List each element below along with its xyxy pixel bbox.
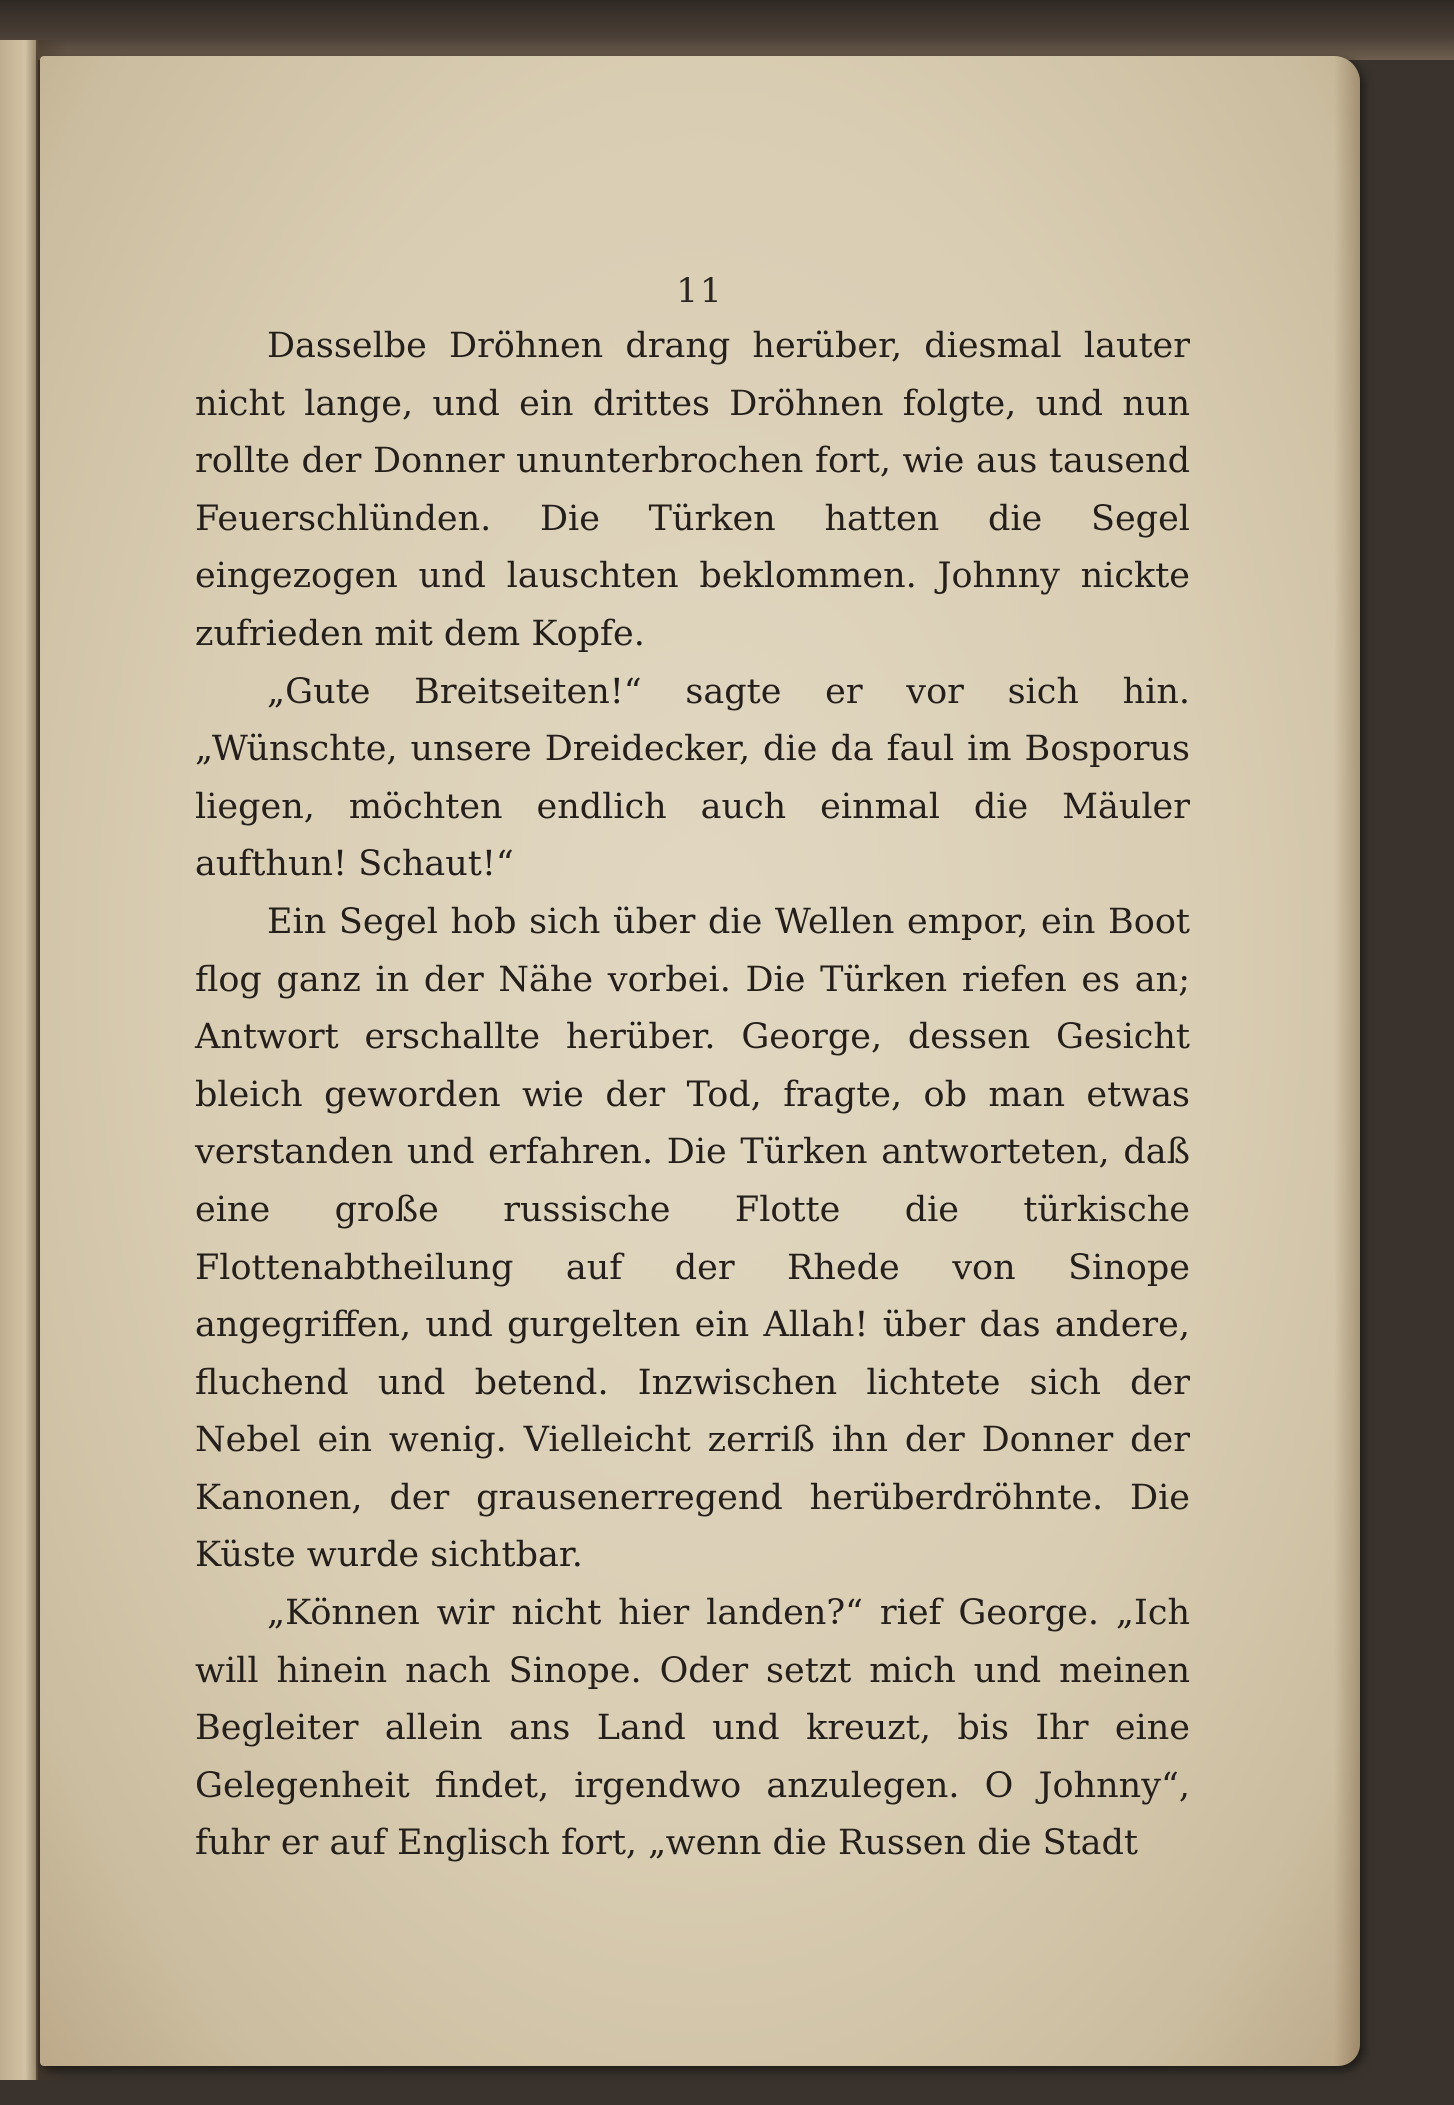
facing-page-edge xyxy=(0,40,38,2080)
book-page xyxy=(40,56,1360,2066)
page-number: 11 xyxy=(676,271,724,311)
book-top-edge xyxy=(0,0,1454,60)
page-fore-edge xyxy=(1334,56,1360,2066)
paragraph-1: Dasselbe Dröhnen drang herüber, diesmal lauter nicht lange, und ein drittes Dröhnen folgte, und nun rollte der Donner ununterbrochen fort, wie aus tausend Feuerschlünden. Die Türken hatten die Segel eingezogen und lauschten beklommen. Johnny nickte zufrieden mit dem Kopfe. xyxy=(195,326,1190,654)
paragraph-2: „Gute Breitseiten!“ sagte er vor sich hin. „Wünschte, unsere Dreidecker, die da faul im Bosporus liegen, möchten endlich auch einmal die Mäuler aufthun! Schaut!“ xyxy=(195,671,1190,885)
paragraph-4: „Können wir nicht hier landen?“ rief George. „Ich will hinein nach Sinope. Oder setzt mich und meinen Begleiter allein ans Land und kreuzt, bis Ihr eine Gelegenheit findet, irgendwo anzulegen. O Johnny“, fuhr er auf Englisch fort, „wenn die Russen die Stadt xyxy=(195,1593,1190,1864)
body-text xyxy=(195,318,1190,1873)
paragraph-3: Ein Segel hob sich über die Wellen empor, ein Boot flog ganz in der Nähe vorbei. Die Türken riefen es an; Antwort erschallte herüber. George, dessen Gesicht bleich geworden wie der Tod, fragte, ob man etwas verstanden und erfahren. Die Türken antworteten, daß eine große russische Flotte die türkische Flottenabtheilung auf der Rhede von Sinope angegriffen, und gurgelten ein Allah! über das andere, fluchend und betend. Inzwischen lichtete sich der Nebel ein wenig. Vielleicht zerriß ihn der Donner der Kanonen, der grausenerregend herüberdröhnte. Die Küste wurde sichtbar. xyxy=(195,901,1190,1576)
